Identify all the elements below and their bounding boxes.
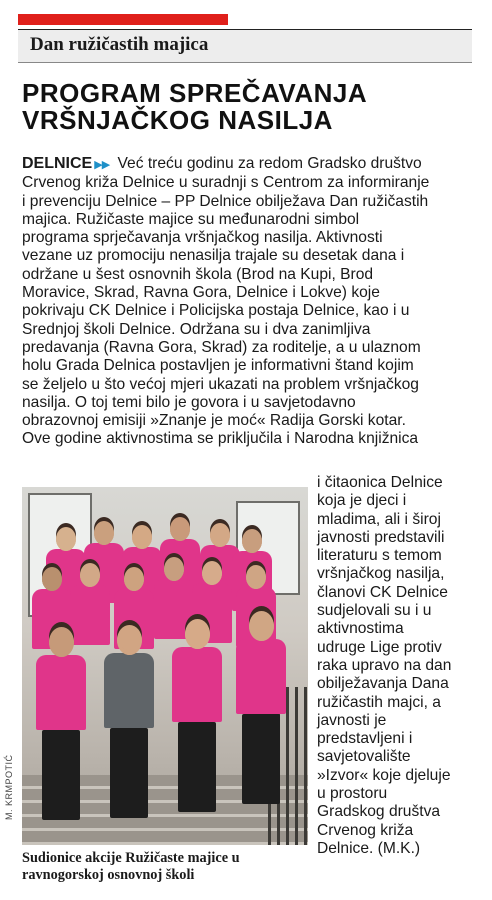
person-legs <box>42 730 80 820</box>
person-head <box>164 557 184 581</box>
person-head <box>56 527 76 551</box>
photo-caption <box>22 850 312 884</box>
person-head <box>202 561 222 585</box>
body-line: vezane uz promociju nenasilja trajale su desetak dana i <box>22 247 405 265</box>
side-body-line: vršnjačkog nasilja, <box>317 565 445 583</box>
side-body-line: i čitaonica Delnice <box>317 474 443 491</box>
side-body-line: sudjelovali su i u <box>317 602 432 620</box>
person-legs <box>178 722 216 812</box>
side-body-line: ružičastih majci, a <box>317 693 441 711</box>
side-body-line: javnosti je <box>317 711 387 729</box>
double-arrow-icon: ▶▶ <box>94 159 110 171</box>
side-body-line: koja je djeci i <box>317 492 407 510</box>
body-line: pokrivaju CK Delnice i Policijska postaja Delnice, kao i u <box>22 302 410 320</box>
body-line-text: Već treću godinu za redom Gradsko društvo <box>113 155 422 172</box>
person-legs <box>242 714 280 804</box>
body-line: Moravice, Skrad, Ravna Gora, Delnice i Lokve) koje <box>22 284 380 302</box>
person-head <box>246 565 266 589</box>
side-body-line: članovi CK Delnice <box>317 583 448 601</box>
body-line: predavanja (Ravna Gora, Skrad) za roditelje, a u ulaznom <box>22 338 421 356</box>
section-accent-bar <box>18 14 228 25</box>
body-line: programa sprječavanja vršnjačkog nasilja. Aktivnosti <box>22 229 383 247</box>
article-body-top <box>22 155 478 449</box>
caption-line-1: Sudionice akcije Ružičaste majice u <box>22 850 240 866</box>
body-line: majica. Ružičaste majice su međunarodni simbol <box>22 210 360 228</box>
rubric-box <box>18 29 472 63</box>
rubric-title: Dan ružičastih majica <box>30 34 209 55</box>
body-line: Ove godine aktivnostima se priključila i Narodna knjižnica <box>22 430 419 448</box>
headline-line-2: VRŠNJAČKOG NASILJA <box>22 105 333 135</box>
side-body-line: raka upravo na dan <box>317 656 452 674</box>
person-head <box>242 529 262 553</box>
side-body-line: obilježavanja Dana <box>317 675 449 693</box>
person-torso <box>70 585 110 645</box>
person-torso <box>236 639 286 714</box>
body-line: obrazovnoj emisiji »Znanje je moć« Radija Gorski kotar. <box>22 412 406 430</box>
person-legs <box>110 728 148 818</box>
person-torso <box>172 647 222 722</box>
side-body-line: javnosti predstavili <box>317 528 445 546</box>
side-body-line: Delnice. (M.K.) <box>317 839 421 857</box>
person-head <box>117 625 142 655</box>
side-body-line: predstavljeni i <box>317 730 413 748</box>
side-body-line: aktivnostima <box>317 620 404 638</box>
body-line: holu Grada Delnica postavljen je informativni štand kojim <box>22 357 414 375</box>
side-body-line: udruge Lige protiv <box>317 638 442 656</box>
body-line: Srednjoj školi Delnice. Održana su i dva zanimljiva <box>22 320 371 338</box>
person-head <box>132 525 152 549</box>
person-head <box>49 627 74 657</box>
caption-line-2: ravnogorskoj osnovnoj školi <box>22 867 195 883</box>
side-body-line: literaturu s temom <box>317 547 442 565</box>
person-head <box>210 523 230 547</box>
photo-credit: M. KRMPOTIĆ <box>4 754 14 820</box>
person-torso <box>36 655 86 730</box>
person-head <box>94 521 114 545</box>
headline <box>22 80 472 134</box>
body-line: se željelo u što većoj mjeri ukazati na problem vršnjačkog <box>22 375 419 393</box>
body-line: i prevenciju Delnice – PP Delnice obilježava Dan ružičastih <box>22 192 429 210</box>
body-line: nasilja. O toj temi bilo je govora i u savjetodavno <box>22 393 356 411</box>
side-body-line: »Izvor« koje djeluje <box>317 766 451 784</box>
side-body-line: mladima, ali i široj <box>317 510 441 528</box>
article-body-side <box>317 474 482 858</box>
body-line-0 <box>22 155 478 174</box>
person-torso <box>104 653 154 728</box>
side-body-line: u prostoru <box>317 785 388 803</box>
dateline: DELNICE <box>22 155 93 172</box>
side-body-line: Gradskog društva <box>317 803 441 821</box>
person-head <box>249 611 274 641</box>
side-body-line: Crvenog križa <box>317 821 414 839</box>
body-line: Crvenog križa Delnice u suradnji s Centrom za informiranje <box>22 174 430 192</box>
person-head <box>124 567 144 591</box>
person-head <box>42 567 62 591</box>
body-line: održane u šest osnovnih škola (Brod na Kupi, Brod <box>22 265 374 283</box>
person-head <box>185 619 210 649</box>
group-photo <box>22 487 308 845</box>
person-head <box>80 563 100 587</box>
headline-line-1: PROGRAM SPREČAVANJA <box>22 78 368 108</box>
person-head <box>170 517 190 541</box>
side-body-line: savjetovalište <box>317 748 411 766</box>
